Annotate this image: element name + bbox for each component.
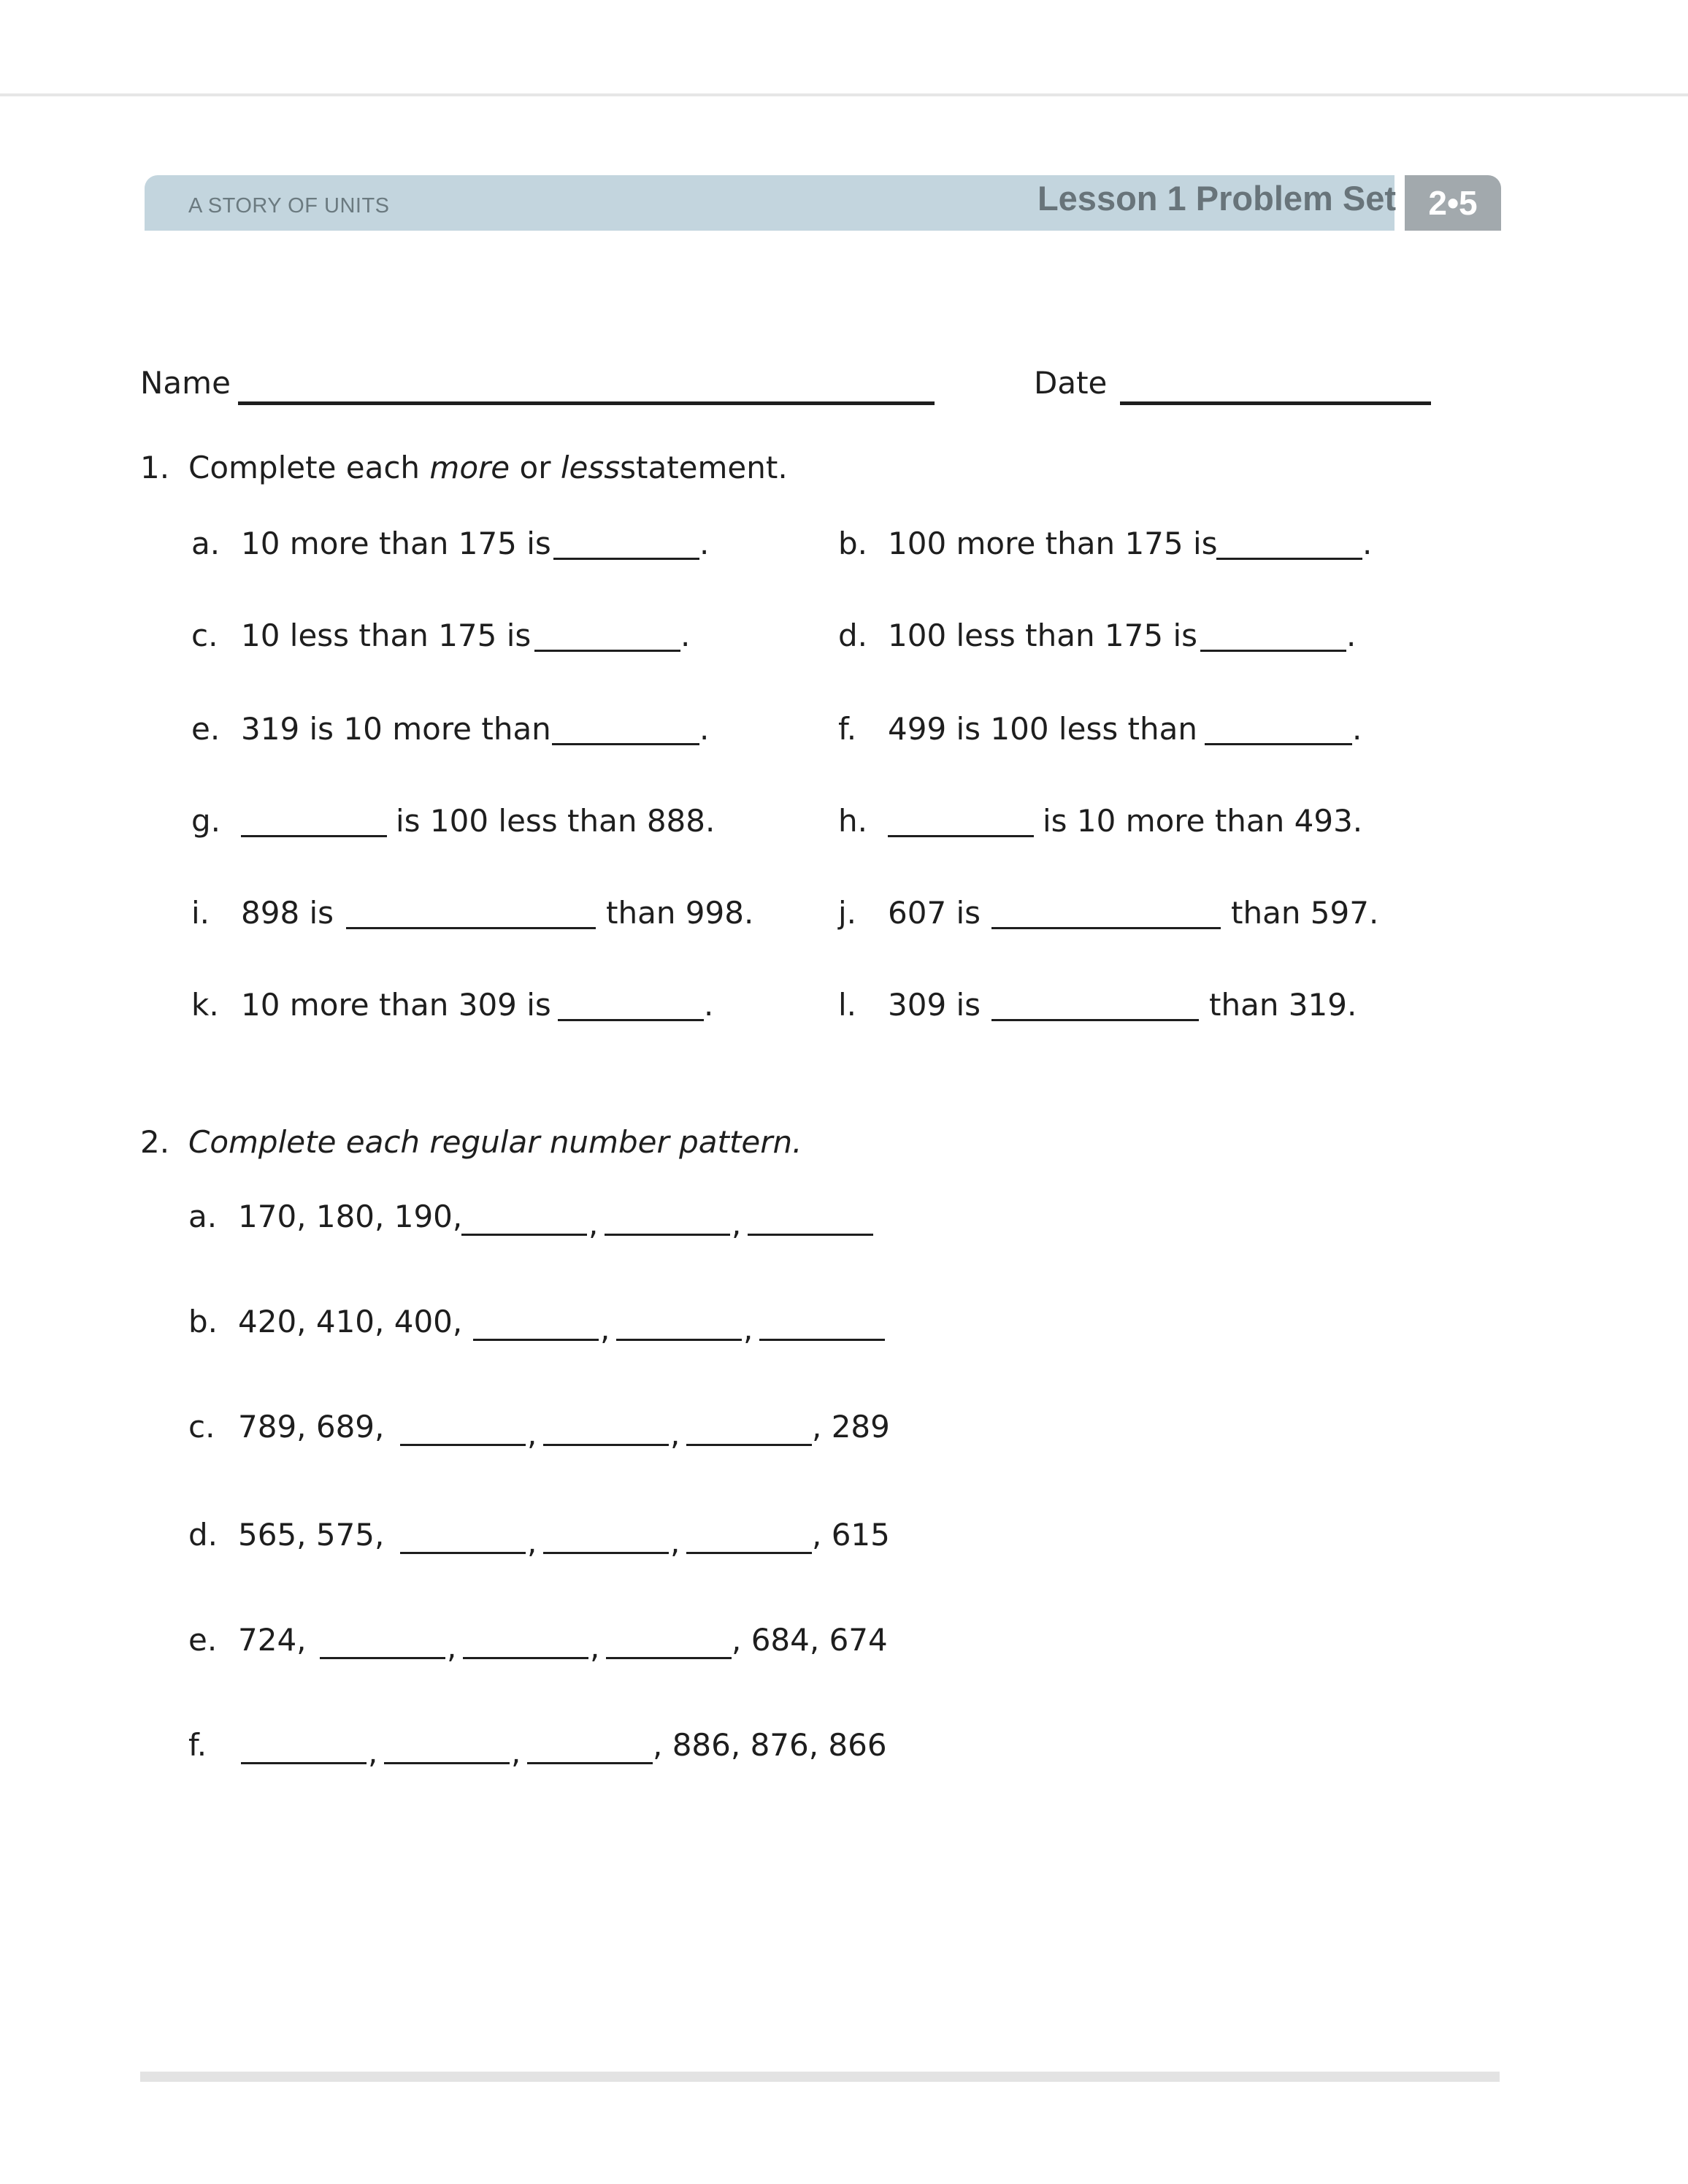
footer-divider xyxy=(140,2072,1500,2082)
q2d-comma-1: , xyxy=(527,1524,537,1560)
q2-number: 2. xyxy=(140,1124,170,1160)
q1k-period: . xyxy=(704,987,714,1023)
q2e-given: 724, xyxy=(238,1622,307,1658)
q1a-letter: a. xyxy=(191,526,220,561)
q1g-answer[interactable] xyxy=(241,835,387,837)
q1a-answer[interactable] xyxy=(553,558,699,560)
q1l-text: 309 is xyxy=(888,987,981,1023)
q1k-answer[interactable] xyxy=(558,1019,704,1021)
q2e-blank-1[interactable] xyxy=(320,1657,445,1659)
q2a-comma-1: , xyxy=(588,1206,599,1242)
q2d-given-end: , 615 xyxy=(812,1517,890,1553)
q1j-text-end: than 597. xyxy=(1231,895,1379,931)
q1b-text: 100 more than 175 is xyxy=(888,526,1218,561)
q2f-comma-1: , xyxy=(368,1734,378,1770)
q2b-given: 420, 410, 400, xyxy=(238,1304,463,1339)
q2a-letter: a. xyxy=(188,1199,218,1234)
q2f-blank-3[interactable] xyxy=(527,1762,653,1764)
q2f-comma-2: , xyxy=(511,1734,521,1770)
q1c-text: 10 less than 175 is xyxy=(241,618,532,653)
q1f-answer[interactable] xyxy=(1205,743,1352,745)
q1f-text: 499 is 100 less than xyxy=(888,711,1197,747)
q1e-text: 319 is 10 more than xyxy=(241,711,551,747)
date-label: Date xyxy=(1034,365,1108,401)
q1l-answer[interactable] xyxy=(991,1019,1199,1021)
name-label: Name xyxy=(140,365,231,401)
q1i-letter: i. xyxy=(191,895,210,931)
q1c-answer[interactable] xyxy=(534,650,680,652)
q2c-blank-2[interactable] xyxy=(543,1444,669,1446)
q2a-blank-3[interactable] xyxy=(748,1234,873,1236)
series-label: A STORY OF UNITS xyxy=(188,194,390,218)
q2f-blank-1[interactable] xyxy=(241,1762,367,1764)
q2e-comma-2: , xyxy=(590,1629,600,1665)
q2a-comma-2: , xyxy=(732,1206,742,1242)
q2c-comma-2: , xyxy=(670,1416,680,1452)
q1-instruction xyxy=(188,450,788,485)
module-badge: 2•5 xyxy=(1405,175,1501,231)
q2f-given-end: , 886, 876, 866 xyxy=(653,1727,887,1763)
q1j-text: 607 is xyxy=(888,895,981,931)
q1e-period: . xyxy=(699,711,710,747)
q2e-comma-1: , xyxy=(447,1629,457,1665)
q2c-blank-1[interactable] xyxy=(400,1444,526,1446)
q2a-blank-2[interactable] xyxy=(605,1234,730,1236)
q1j-answer[interactable] xyxy=(991,927,1221,929)
q1a-text: 10 more than 175 is xyxy=(241,526,551,561)
q1k-text: 10 more than 309 is xyxy=(241,987,551,1023)
q1h-text: is 10 more than 493. xyxy=(1043,803,1363,839)
q1c-letter: c. xyxy=(191,618,218,653)
q1f-period: . xyxy=(1352,711,1362,747)
q2d-blank-1[interactable] xyxy=(400,1552,526,1554)
q2a-given: 170, 180, 190, xyxy=(238,1199,463,1234)
q1-intro-less: less xyxy=(560,450,621,485)
q1f-letter: f. xyxy=(838,711,857,747)
q2e-given-end: , 684, 674 xyxy=(732,1622,888,1658)
q1-intro-a: Complete each xyxy=(188,450,421,485)
q2b-blank-2[interactable] xyxy=(616,1339,742,1341)
q2f-blank-2[interactable] xyxy=(384,1762,510,1764)
q1b-answer[interactable] xyxy=(1216,558,1362,560)
q1k-letter: k. xyxy=(191,987,219,1023)
date-field[interactable] xyxy=(1120,401,1431,405)
q2d-given: 565, 575, xyxy=(238,1517,385,1553)
q2e-blank-3[interactable] xyxy=(606,1657,732,1659)
q1i-text-end: than 998. xyxy=(606,895,754,931)
q2c-comma-1: , xyxy=(527,1416,537,1452)
q2c-letter: c. xyxy=(188,1409,215,1445)
q2d-comma-2: , xyxy=(670,1524,680,1560)
q1d-letter: d. xyxy=(838,618,868,653)
q2f-letter: f. xyxy=(188,1727,207,1763)
q2d-letter: d. xyxy=(188,1517,218,1553)
q1i-answer[interactable] xyxy=(346,927,596,929)
q1b-period: . xyxy=(1362,526,1373,561)
q2c-given: 789, 689, xyxy=(238,1409,385,1445)
q1l-text-end: than 319. xyxy=(1209,987,1357,1023)
q2c-given-end: , 289 xyxy=(812,1409,890,1445)
q2e-blank-2[interactable] xyxy=(463,1657,588,1659)
q2d-blank-3[interactable] xyxy=(686,1552,812,1554)
q2b-letter: b. xyxy=(188,1304,218,1339)
q1-intro-or: or xyxy=(519,450,551,485)
q2a-blank-1[interactable] xyxy=(461,1234,587,1236)
top-divider xyxy=(0,93,1688,96)
q2b-blank-1[interactable] xyxy=(473,1339,599,1341)
name-field[interactable] xyxy=(238,401,935,405)
q1j-letter: j. xyxy=(838,895,857,931)
q1d-text: 100 less than 175 is xyxy=(888,618,1197,653)
q1h-answer[interactable] xyxy=(888,835,1034,837)
q1e-answer[interactable] xyxy=(552,743,699,745)
q1g-text: is 100 less than 888. xyxy=(396,803,716,839)
q2c-blank-3[interactable] xyxy=(686,1444,812,1446)
q1d-answer[interactable] xyxy=(1200,650,1346,652)
q2b-comma-1: , xyxy=(600,1311,610,1347)
q1g-letter: g. xyxy=(191,803,221,839)
q2d-blank-2[interactable] xyxy=(543,1552,669,1554)
q1c-period: . xyxy=(680,618,691,653)
lesson-title: Lesson 1 Problem Set xyxy=(1037,179,1396,218)
q1i-text: 898 is xyxy=(241,895,334,931)
q2b-comma-2: , xyxy=(743,1311,753,1347)
q1b-letter: b. xyxy=(838,526,868,561)
q1-intro-more: more xyxy=(429,450,510,485)
q1-intro-b: statement. xyxy=(620,450,788,485)
q1a-period: . xyxy=(699,526,710,561)
q1l-letter: l. xyxy=(838,987,857,1023)
q1d-period: . xyxy=(1346,618,1357,653)
q2e-letter: e. xyxy=(188,1622,218,1658)
q1-number: 1. xyxy=(140,450,170,485)
q2b-blank-3[interactable] xyxy=(759,1339,885,1341)
q2-instruction: Complete each regular number pattern. xyxy=(188,1124,802,1160)
q1e-letter: e. xyxy=(191,711,220,747)
q1h-letter: h. xyxy=(838,803,867,839)
